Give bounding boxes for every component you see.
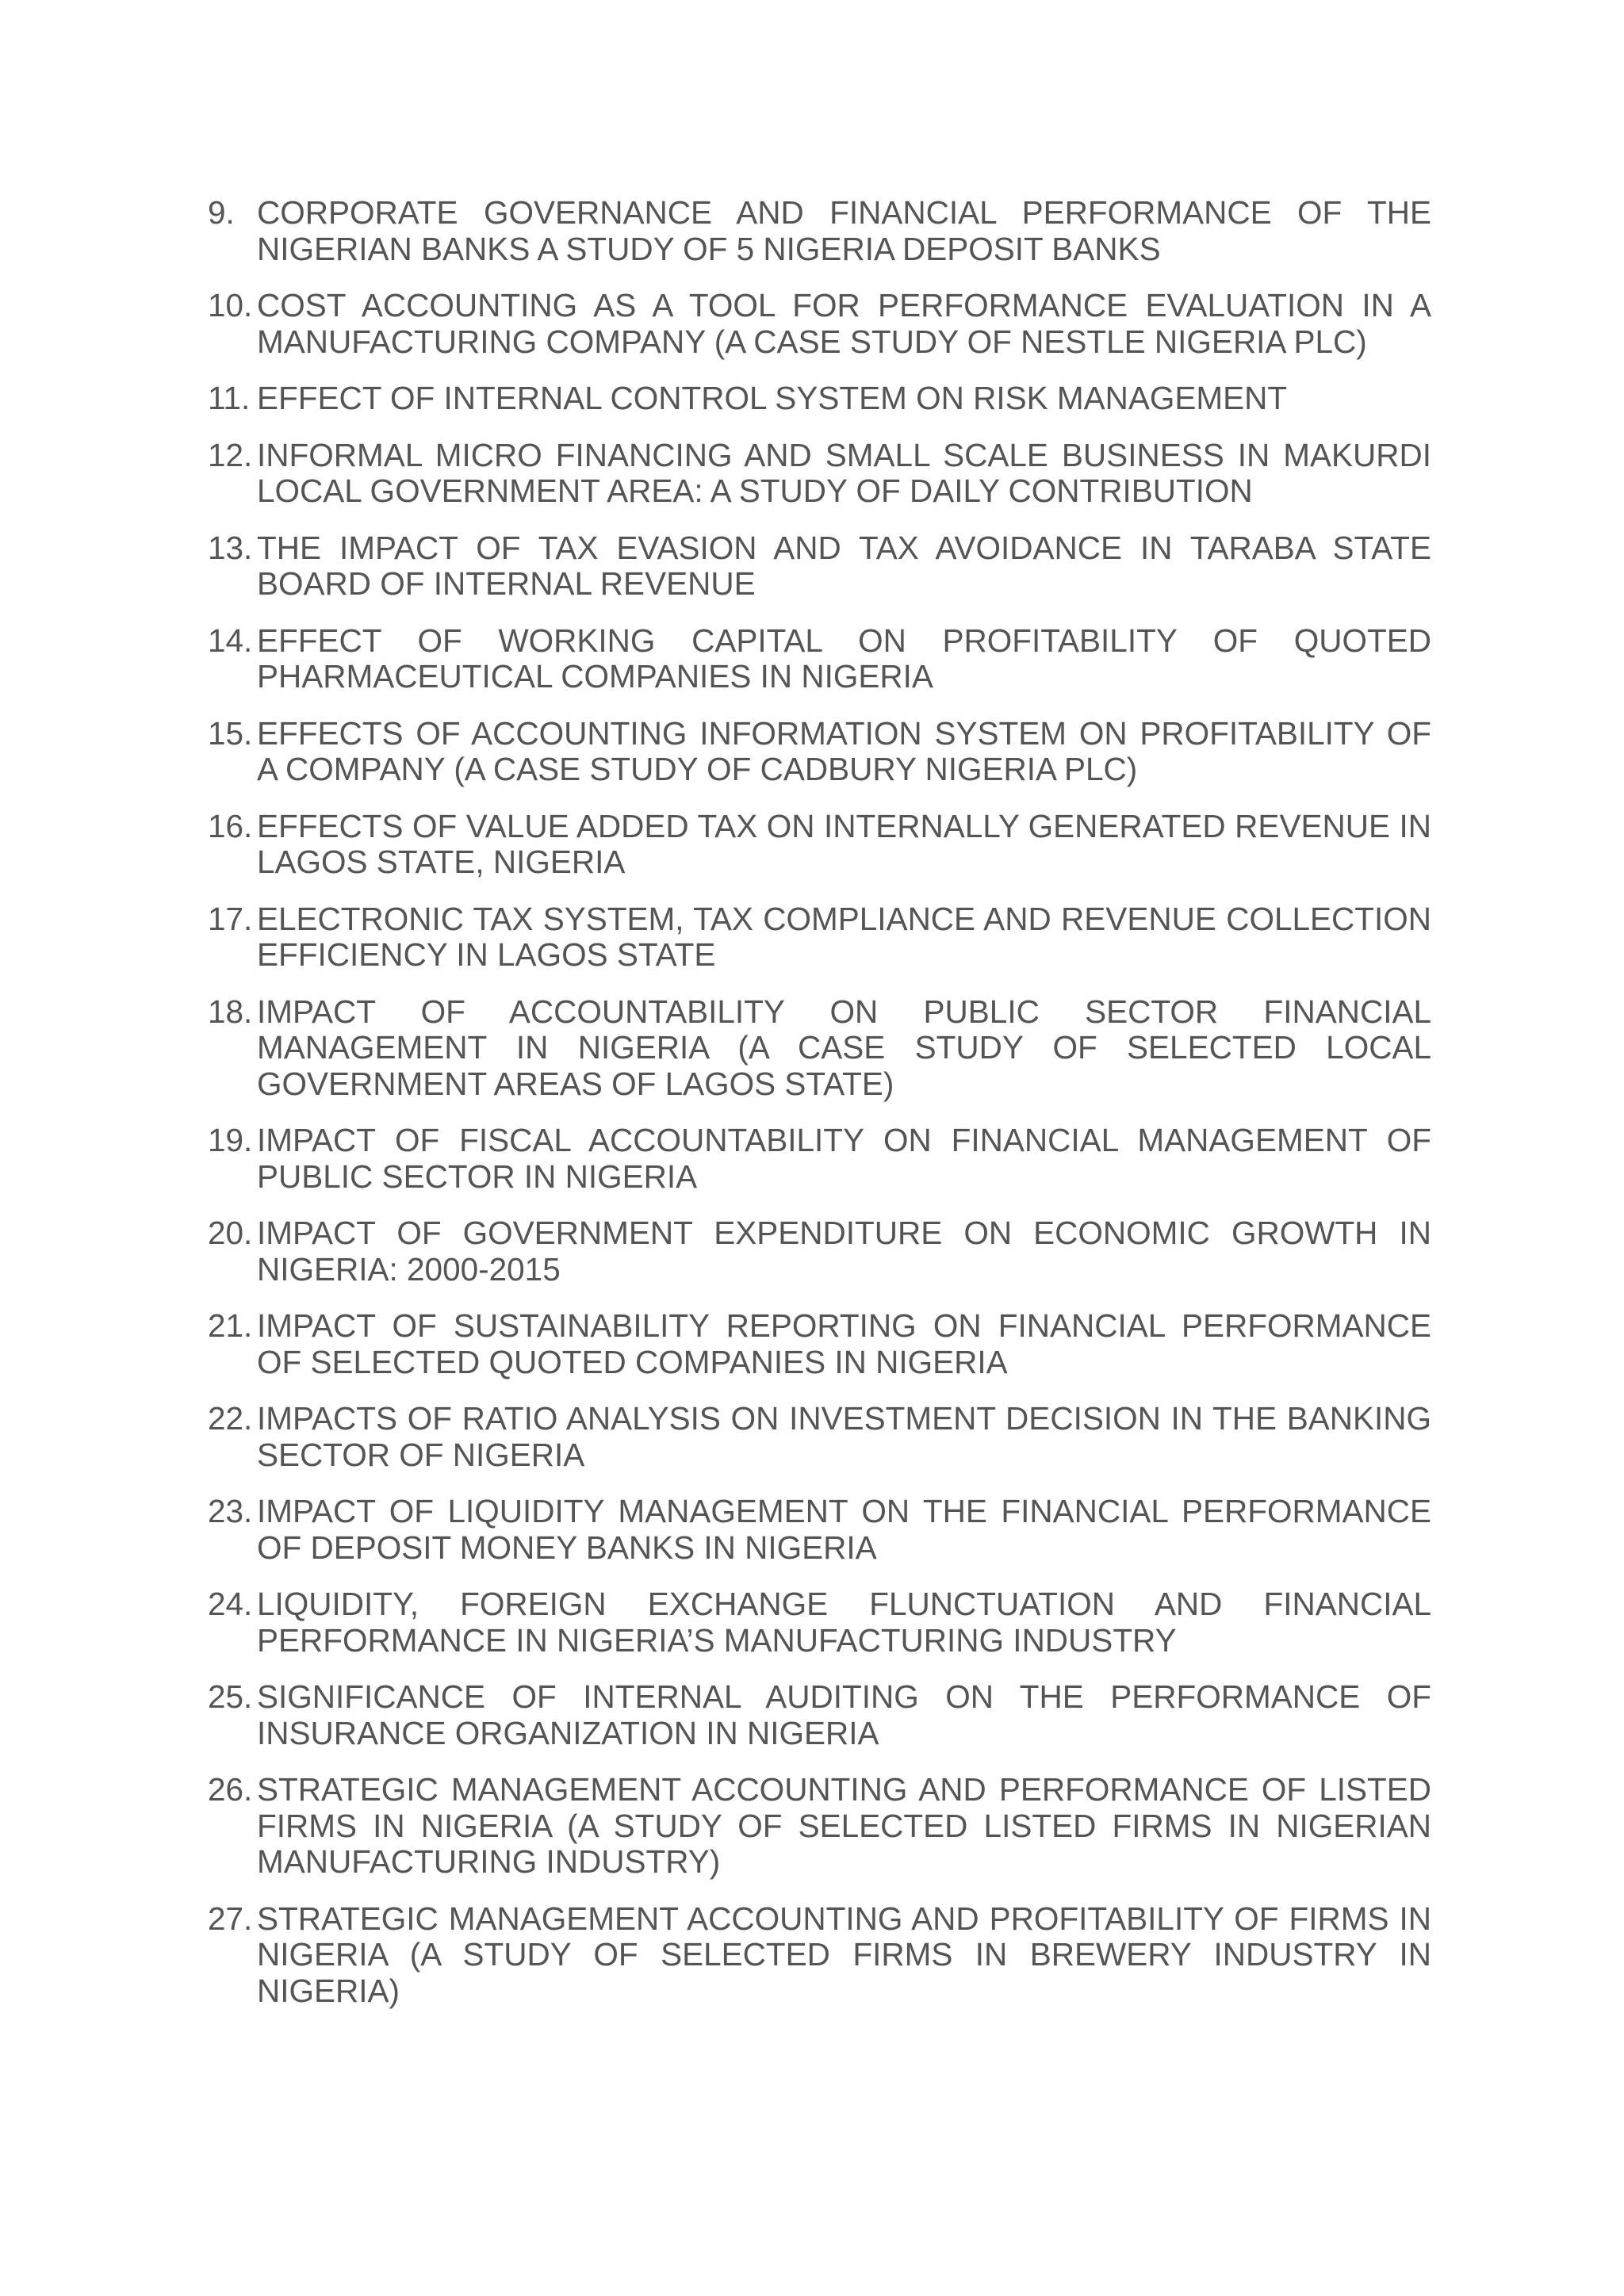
list-item-number: 18. (208, 993, 253, 1030)
list-item-number: 17. (208, 900, 253, 937)
list-item (208, 1901, 1431, 2010)
list-item (208, 901, 1431, 974)
list-item (208, 381, 1431, 417)
list-item-text: IMPACT OF ACCOUNTABILITY ON PUBLIC SECTOR FINANCIAL MANAGEMENT IN NIGERIA (A CASE STUDY OF SELECTED LOCAL GOVERNMENT AREAS OF LAGOS STATE) (257, 993, 1431, 1102)
list-item-text: IMPACTS OF RATIO ANALYSIS ON INVESTMENT DECISION IN THE BANKING SECTOR OF NIGERIA (257, 1400, 1431, 1473)
list-item-text: STRATEGIC MANAGEMENT ACCOUNTING AND PERFORMANCE OF LISTED FIRMS IN NIGERIA (A STUDY OF SELECTED LISTED FIRMS IN NIGERIAN MANUFACTURING INDUSTRY) (257, 1771, 1431, 1880)
list-item-text: CORPORATE GOVERNANCE AND FINANCIAL PERFORMANCE OF THE NIGERIAN BANKS A STUDY OF 5 NIGERIA DEPOSIT BANKS (257, 194, 1431, 267)
list-item-text: INFORMAL MICRO FINANCING AND SMALL SCALE BUSINESS IN MAKURDI LOCAL GOVERNMENT AREA: A STUDY OF DAILY CONTRIBUTION (257, 436, 1431, 509)
list-item (208, 1401, 1431, 1473)
list-item-number: 16. (208, 807, 253, 844)
list-item-number: 10. (208, 287, 253, 323)
list-item-number: 24. (208, 1586, 253, 1622)
list-item-text: COST ACCOUNTING AS A TOOL FOR PERFORMANCE EVALUATION IN A MANUFACTURING COMPANY (A CASE STUDY OF NESTLE NIGERIA PLC) (257, 287, 1431, 360)
list-item-number: 27. (208, 1900, 253, 1937)
list-item-text: IMPACT OF GOVERNMENT EXPENDITURE ON ECONOMIC GROWTH IN NIGERIA: 2000-2015 (257, 1215, 1431, 1288)
list-item (208, 195, 1431, 267)
list-item-number: 23. (208, 1493, 253, 1529)
list-item (208, 1123, 1431, 1195)
list-item (208, 1586, 1431, 1659)
list-item (208, 1308, 1431, 1380)
list-item-number: 21. (208, 1307, 253, 1344)
list-item-text: IMPACT OF FISCAL ACCOUNTABILITY ON FINANCIAL MANAGEMENT OF PUBLIC SECTOR IN NIGERIA (257, 1122, 1431, 1195)
list-item-number: 12. (208, 436, 253, 473)
list-item (208, 1772, 1431, 1881)
list-item-number: 19. (208, 1122, 253, 1158)
list-item-number: 20. (208, 1215, 253, 1251)
list-item-number: 22. (208, 1400, 253, 1437)
list-item (208, 1494, 1431, 1566)
list-item-number: 15. (208, 714, 253, 752)
list-item-number: 9. (208, 194, 235, 231)
list-item (208, 288, 1431, 360)
list-item-text: IMPACT OF LIQUIDITY MANAGEMENT ON THE FINANCIAL PERFORMANCE OF DEPOSIT MONEY BANKS IN NIGERIA (257, 1493, 1431, 1566)
list-item-number: 26. (208, 1771, 253, 1808)
list-item-text: LIQUIDITY, FOREIGN EXCHANGE FLUNCTUATION AND FINANCIAL PERFORMANCE IN NIGERIA’S MANUFACTURING INDUSTRY (257, 1586, 1431, 1659)
list-item-number: 25. (208, 1678, 253, 1715)
list-item-number: 14. (208, 622, 253, 659)
list-item-text: IMPACT OF SUSTAINABILITY REPORTING ON FINANCIAL PERFORMANCE OF SELECTED QUOTED COMPANIES IN NIGERIA (257, 1307, 1431, 1380)
list-item (208, 716, 1431, 788)
list-item-text: THE IMPACT OF TAX EVASION AND TAX AVOIDANCE IN TARABA STATE BOARD OF INTERNAL REVENUE (257, 529, 1431, 602)
project-topic-list (208, 195, 1431, 2030)
list-item-text: ELECTRONIC TAX SYSTEM, TAX COMPLIANCE AND REVENUE COLLECTION EFFICIENCY IN LAGOS STATE (257, 900, 1431, 973)
list-item (208, 530, 1431, 603)
list-item (208, 438, 1431, 510)
list-item (208, 809, 1431, 881)
list-item-number: 11. (208, 380, 251, 416)
list-item-number: 13. (208, 529, 253, 566)
list-item (208, 994, 1431, 1103)
list-item (208, 1215, 1431, 1288)
list-item-text: EFFECTS OF VALUE ADDED TAX ON INTERNALLY GENERATED REVENUE IN LAGOS STATE, NIGERIA (257, 807, 1431, 880)
list-item-text: SIGNIFICANCE OF INTERNAL AUDITING ON THE PERFORMANCE OF INSURANCE ORGANIZATION IN NIGERIA (257, 1678, 1431, 1751)
list-item (208, 1679, 1431, 1751)
list-item-text: EFFECT OF WORKING CAPITAL ON PROFITABILITY OF QUOTED PHARMACEUTICAL COMPANIES IN NIGERIA (257, 622, 1431, 695)
list-item-text: STRATEGIC MANAGEMENT ACCOUNTING AND PROFITABILITY OF FIRMS IN NIGERIA (A STUDY OF SELECTED FIRMS IN BREWERY INDUSTRY IN NIGERIA) (257, 1900, 1431, 2009)
list-item-text: EFFECTS OF ACCOUNTING INFORMATION SYSTEM ON PROFITABILITY OF A COMPANY (A CASE STUDY OF CADBURY NIGERIA PLC) (257, 714, 1431, 787)
list-item-text: EFFECT OF INTERNAL CONTROL SYSTEM ON RISK MANAGEMENT (257, 380, 1288, 416)
list-item (208, 623, 1431, 695)
